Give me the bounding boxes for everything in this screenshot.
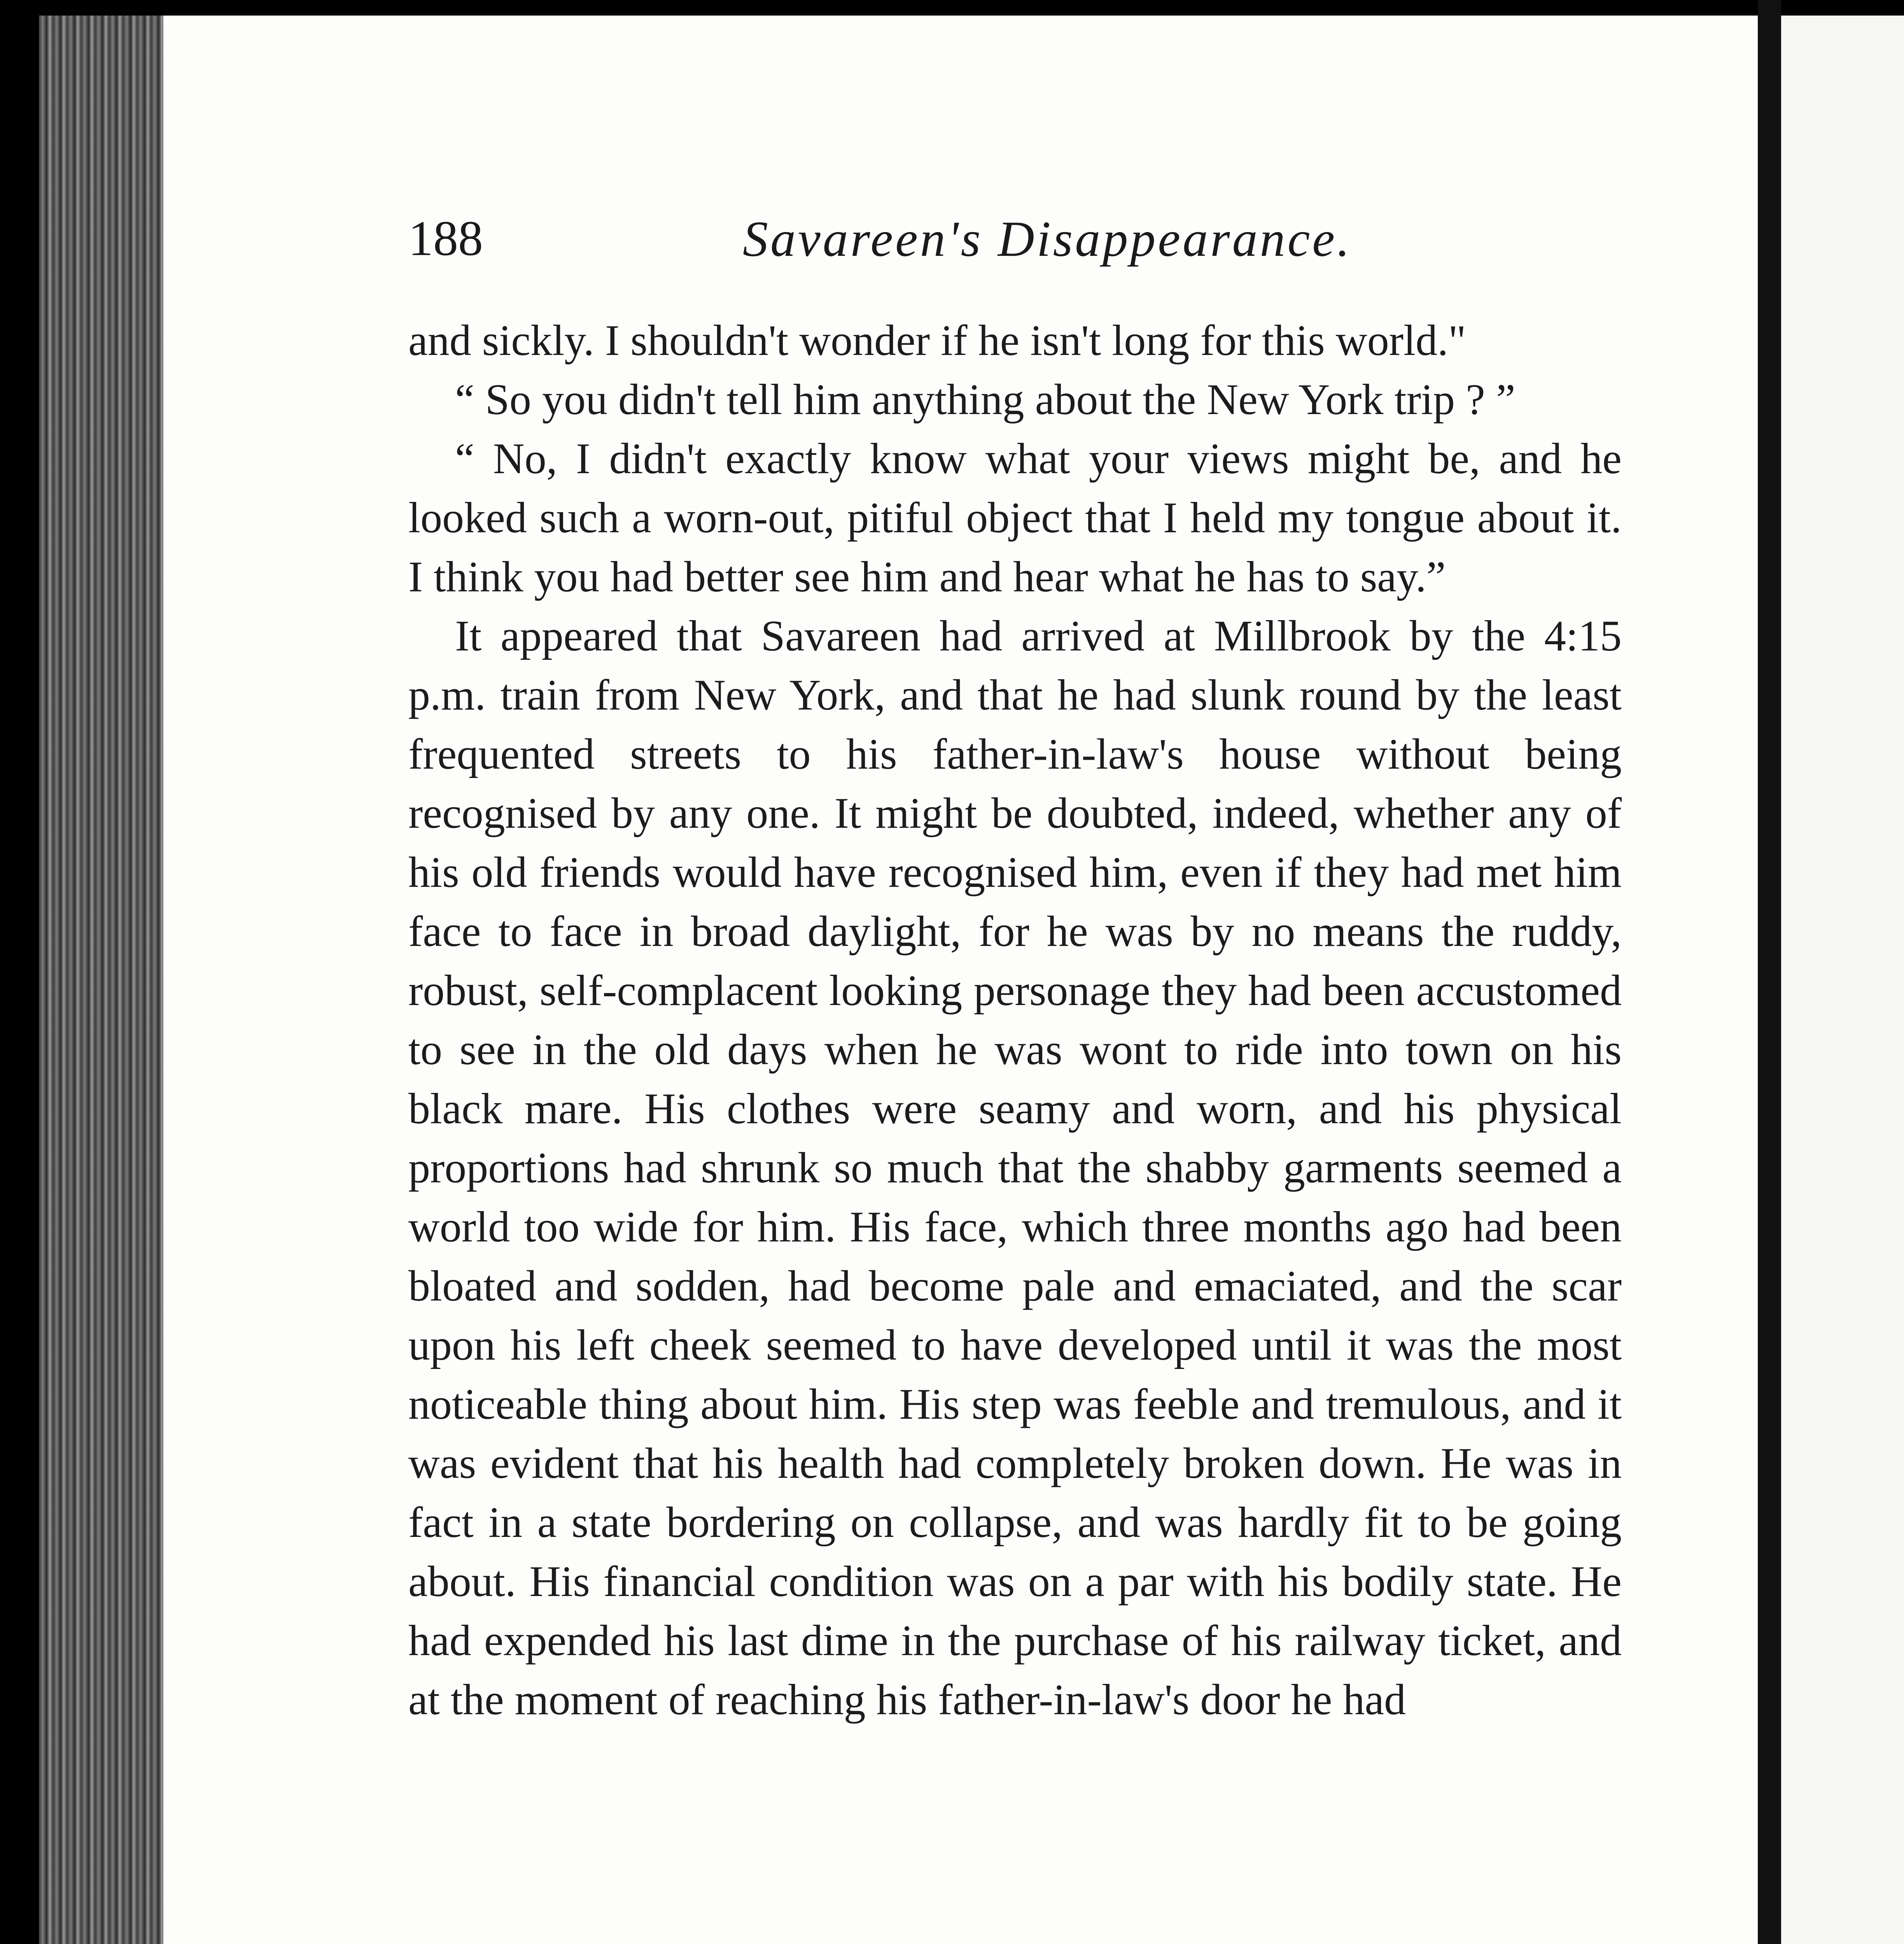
body-text — [408, 311, 1622, 1729]
page-number: 188 — [408, 211, 483, 266]
facing-page — [1781, 16, 1904, 1944]
running-header — [408, 210, 1622, 288]
paragraph: and sickly. I shouldn't wonder if he isn't long for this world." — [408, 316, 1466, 365]
paragraph: “ So you didn't tell him anything about the New York trip ? ” — [455, 376, 1516, 424]
running-title: Savareen's Disappearance. — [743, 211, 1352, 267]
paragraph: It appeared that Savareen had arrived at Millbrook by the 4:15 p.m. train from New York, and that he had slunk round by the least frequented streets to his father-in-law's house without being recognised by any one. It might be doubted, indeed, whether any of his old friends would have recognised him, even if they had met him face to face in broad daylight, for he was by no means the ruddy, robust, self-complacent looking personage they had been accustomed to see in the old days when he was wont to ride into town on his black mare. His clothes were seamy and worn, and his physical proportions had shrunk so much that the shabby garments seemed a world too wide for him. His face, which three months ago had been bloated and sodden, had become pale and emaciated, and the scar upon his left cheek seemed to have developed until it was the most noticeable thing about him. His step was feeble and tremulous, and it was evident that his health had completely broken down. He was in fact in a state bordering on collapse, and was hardly fit to be going about. His financial condition was on a par with his bodily state. He had expended his last dime in the purchase of his railway ticket, and at the moment of reaching his father-in-law's door he had — [408, 612, 1622, 1724]
book-page-edge — [39, 16, 179, 1944]
paragraph: “ No, I didn't exactly know what your views might be, and he looked such a worn-out, pitiful object that I held my tongue about it. I think you had better see him and hear what he has to say.” — [408, 435, 1622, 601]
book-gutter — [1758, 0, 1781, 1944]
